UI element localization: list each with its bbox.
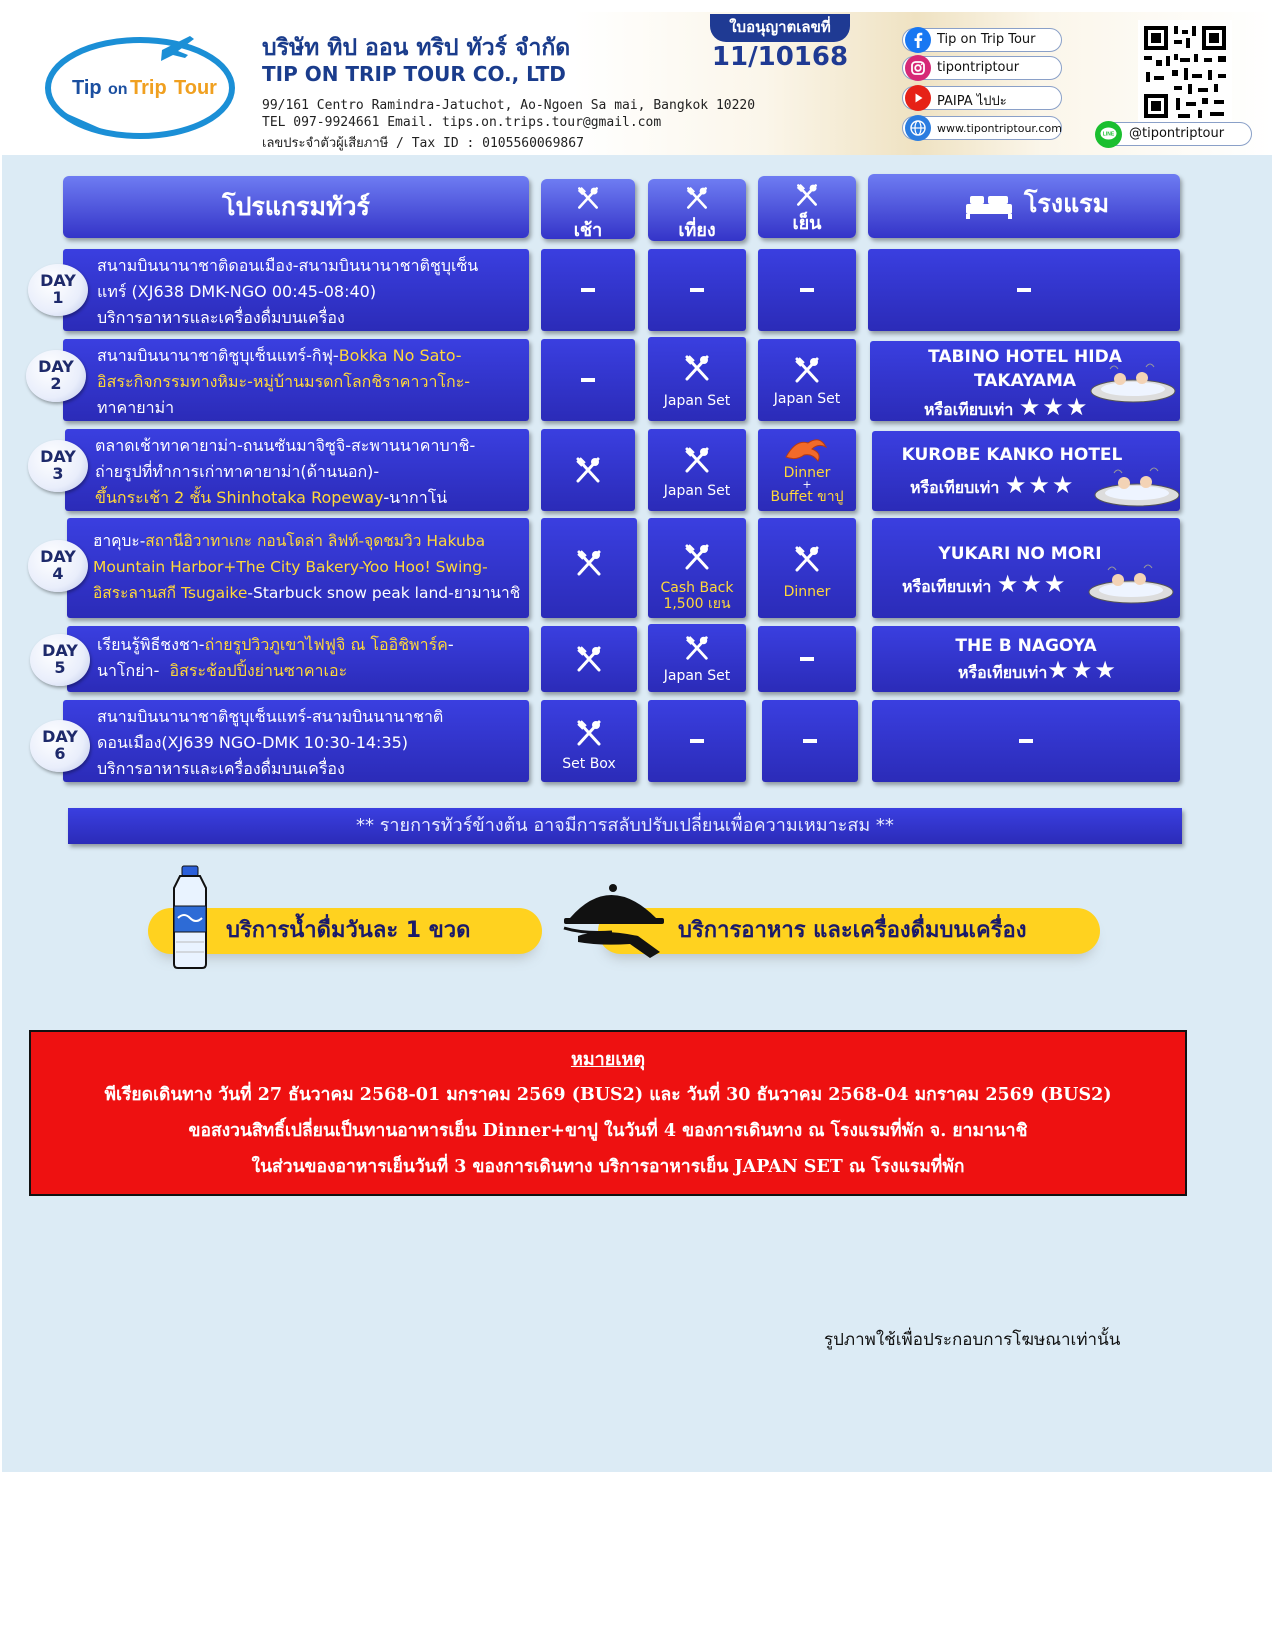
- meal-label: 1,500 เยน: [663, 596, 731, 612]
- crab-leg-icon: [782, 433, 830, 463]
- company-tax-id: เลขประจำตัวผู้เสียภาษี / Tax ID : 0105560069867: [262, 136, 584, 151]
- program-text: ทาคายาม่า: [97, 398, 175, 417]
- day2-lunch: [648, 337, 746, 421]
- hotel-name: THE B NAGOYA: [955, 636, 1097, 656]
- day-label: DAY: [40, 271, 76, 290]
- company-contact: TEL 097-9924661 Email. tips.on.trips.tour@gmail.com: [262, 115, 662, 130]
- youtube-icon: [905, 85, 931, 111]
- program-line: [97, 253, 529, 279]
- day4-badge: [28, 540, 88, 592]
- remark-title: หมายเหตุ: [570, 1049, 646, 1070]
- day2-badge: [26, 350, 86, 402]
- onsen-illustration: [1090, 363, 1176, 403]
- utensils-icon: [794, 182, 820, 208]
- day2-breakfast: [541, 339, 635, 421]
- day4-program-text: [67, 518, 529, 606]
- day-number: 6: [54, 744, 66, 763]
- program-line: [97, 632, 529, 658]
- company-name-th: บริษัท ทิป ออน ทริป ทัวร์ จำกัด: [262, 35, 571, 61]
- program-line: [95, 459, 529, 485]
- header-lunch: [648, 179, 746, 241]
- program-line: [95, 485, 529, 511]
- program-highlight: อิสระช้อปปิ้งย่านซาคาเอะ: [169, 661, 348, 680]
- program-text: บริการอาหารและเครื่องดื่มบนเครื่อง: [97, 759, 345, 778]
- day1-dinner: [758, 249, 856, 331]
- utensils-icon: [792, 544, 822, 574]
- program-text: -นากาโน่: [383, 488, 448, 507]
- day4-hotel: [872, 518, 1180, 618]
- meal-label: Japan Set: [663, 483, 731, 499]
- program-line: [93, 528, 529, 554]
- utensils-icon: [792, 355, 822, 385]
- program-text: บริการอาหารและเครื่องดื่มบนเครื่อง: [97, 308, 345, 327]
- hotel-equivalent: [958, 656, 1118, 686]
- hotel-equivalent: [924, 393, 1089, 423]
- no-meal-dash: [803, 739, 817, 743]
- program-line: [97, 305, 529, 331]
- day3-badge: [28, 440, 88, 492]
- meal-plus: +: [802, 478, 812, 491]
- program-text: แทร์ (XJ638 DMK-NGO 00:45-08:40): [97, 282, 377, 301]
- header: [2, 12, 1272, 155]
- itinerary-footnote: ** รายการทัวร์ข้างต้น อาจมีการสลับปรับเปลี่ยนเพื่อความเหมาะสม **: [68, 808, 1182, 844]
- program-text: ถ่ายรูปที่ทำการเก่าทาคายาม่า(ด้านนอก)-: [95, 462, 380, 481]
- line-badge-text: LINE: [1102, 131, 1115, 138]
- utensils-icon: [682, 353, 712, 383]
- day1-breakfast: [541, 249, 635, 331]
- program-text: สนามบินนานาชาติชูบุเซ็นแทร์-กิฟุ-: [97, 346, 339, 365]
- star-rating: ★★★: [1018, 393, 1090, 421]
- hotel-name: YUKARI NO MORI: [938, 544, 1102, 564]
- header-program: [63, 176, 529, 238]
- utensils-icon: [573, 455, 603, 485]
- day-number: 3: [52, 464, 64, 483]
- water-service-pill: บริการน้ำดื่มวันละ 1 ขวด: [148, 908, 542, 954]
- meal-label: Japan Set: [663, 668, 731, 684]
- header-lunch-label: เที่ยง: [678, 220, 716, 241]
- header-program-label: โปรแกรมทัวร์: [222, 192, 370, 221]
- day6-dinner: [762, 700, 858, 782]
- onsen-illustration: [1094, 467, 1180, 507]
- day2-program: [63, 339, 529, 421]
- no-meal-dash: [690, 739, 704, 743]
- day1-program: [63, 249, 529, 331]
- license-label: ใบอนุญาตเลขที่: [710, 14, 850, 42]
- day6-breakfast: [541, 700, 637, 782]
- day6-lunch: [648, 700, 746, 782]
- program-line: [97, 756, 529, 782]
- logo-text-trip: Trip: [130, 77, 167, 99]
- day3-hotel: [872, 431, 1180, 511]
- meal-label: Japan Set: [773, 391, 841, 407]
- program-line: [97, 279, 529, 305]
- day-label: DAY: [38, 357, 74, 376]
- meal-service-pill: บริการอาหาร และเครื่องดื่มบนเครื่อง: [598, 908, 1100, 954]
- star-rating: ★★★: [996, 570, 1068, 598]
- hotel-name: TABINO HOTEL HIDA: [928, 347, 1122, 367]
- serving-cloche-icon: [560, 878, 670, 960]
- hotel-equivalent-label: หรือเทียบเท่า: [958, 663, 1048, 682]
- day2-program-text: [63, 339, 529, 421]
- bed-icon: [964, 190, 1014, 220]
- program-highlight: อิสระลานสกี Tsugaike: [93, 584, 248, 602]
- meal-label: Set Box: [562, 756, 616, 772]
- header-hotel-label: โรงแรม: [1024, 189, 1110, 218]
- company-address: 99/161 Centro Ramindra-Jatuchot, Ao-Ngoen Sa mai, Bangkok 10220: [262, 98, 756, 113]
- program-line: [95, 433, 529, 459]
- day3-lunch: [648, 429, 746, 511]
- instagram-icon: [905, 55, 931, 81]
- day6-badge: [30, 720, 90, 772]
- social-youtube[interactable]: [902, 86, 1062, 110]
- line-icon: [1095, 121, 1122, 148]
- no-meal-dash: [581, 378, 595, 382]
- day-label: DAY: [40, 447, 76, 466]
- facebook-handle: Tip on Trip Tour: [937, 32, 1036, 47]
- day3-program: [65, 429, 529, 511]
- logo-text-on: on: [108, 81, 128, 98]
- hotel-name: KUROBE KANKO HOTEL: [901, 445, 1123, 465]
- program-highlight: ถ่ายรูปวิวภูเขาไฟฟูจิ ณ โออิชิพาร์ค: [204, 635, 448, 654]
- day5-breakfast: [541, 626, 637, 692]
- day6-program: [63, 700, 529, 782]
- day5-badge: [30, 634, 90, 686]
- program-text: -: [447, 635, 454, 654]
- youtube-handle: PAIPA ไปปะ: [937, 94, 1007, 109]
- utensils-icon: [682, 542, 712, 572]
- website-url: www.tipontriptour.com: [937, 122, 1062, 135]
- page-background: [2, 12, 1272, 1472]
- program-text: ดอนเมือง(XJ639 NGO-DMK 10:30-14:35): [97, 733, 409, 752]
- day-number: 1: [52, 288, 64, 307]
- program-text: ตลาดเช้าทาคายาม่า-ถนนซันมาจิซูจิ-สะพานนาคาบาชิ-: [95, 436, 476, 455]
- day5-hotel: [872, 626, 1180, 692]
- star-rating: ★★★: [1047, 656, 1118, 684]
- facebook-icon: [905, 27, 931, 53]
- day3-breakfast: [541, 429, 635, 511]
- remark-line-1: พีเรียดเดินทาง วันที่ 27 ธันวาคม 2568-01 มกราคม 2569 (BUS2) และ วันที่ 30 ธันวาคม 2568-04 มกราคม 2569 (BUS2): [104, 1085, 1112, 1105]
- meal-label: Dinner: [783, 465, 831, 481]
- star-rating: ★★★: [1004, 471, 1076, 499]
- license-number: 11/10168: [711, 42, 849, 72]
- program-line: [97, 343, 529, 369]
- utensils-icon: [683, 634, 711, 662]
- day3-dinner: [758, 429, 856, 511]
- meal-label: Japan Set: [663, 393, 731, 409]
- program-highlight: Bokka No Sato-: [338, 346, 462, 365]
- program-line: [97, 658, 529, 684]
- day-number: 2: [50, 374, 62, 393]
- day5-program: [67, 626, 529, 692]
- no-meal-dash: [690, 288, 704, 292]
- program-highlight: อิสระกิจกรรมทางหิมะ-หมู่บ้านมรดกโลกชิราคาวาโกะ-: [97, 372, 471, 391]
- day1-hotel: [868, 249, 1180, 331]
- day1-program-text: [63, 249, 529, 331]
- no-meal-dash: [800, 288, 814, 292]
- header-breakfast-label: เช้า: [573, 220, 603, 241]
- remark-line-3: ในส่วนของอาหารเย็นวันที่ 3 ของการเดินทาง บริการอาหารเย็น JAPAN SET ณ โรงแรมที่พัก: [251, 1157, 965, 1177]
- header-hotel: [868, 174, 1180, 238]
- utensils-icon: [684, 185, 710, 211]
- globe-icon: [905, 115, 931, 141]
- utensils-icon: [574, 548, 604, 578]
- image-disclaimer: รูปภาพใช้เพื่อประกอบการโฆษณาเท่านั้น: [824, 1330, 1121, 1350]
- day5-lunch: [648, 624, 746, 692]
- program-line: [97, 369, 529, 395]
- day-label: DAY: [40, 547, 76, 566]
- program-text: ฮาคุบะ-: [93, 532, 146, 550]
- meal-label: Buffet ขาปู: [770, 489, 844, 505]
- logo-text-tip: Tip: [72, 77, 102, 99]
- social-facebook[interactable]: [902, 28, 1062, 52]
- company-logo: [44, 30, 240, 142]
- day5-dinner: [758, 626, 856, 692]
- day-label: DAY: [42, 727, 78, 746]
- qr-code[interactable]: [1138, 20, 1232, 124]
- program-text: เรียนรู้พิธีชงชา-: [97, 635, 205, 654]
- program-line: [97, 704, 529, 730]
- hotel-equivalent: [902, 570, 1067, 600]
- remark-line-2: ขอสงวนสิทธิ์เปลี่ยนเป็นทานอาหารเย็น Dinner+ขาปู ในวันที่ 4 ของการเดินทาง ณ โรงแรมที่พัก จ. ยามานาชิ: [188, 1121, 1028, 1141]
- program-highlight: Mountain Harbor+The City Bakery-Yoo Hoo! Swing-: [93, 558, 488, 576]
- program-text: สนามบินนานาชาติชูบุเซ็นแทร์-สนามบินนานาชาติ: [97, 707, 444, 726]
- remark-box: [29, 1030, 1187, 1196]
- day-label: DAY: [42, 641, 78, 660]
- utensils-icon: [574, 644, 604, 674]
- hotel-equivalent-label: หรือเทียบเท่า: [902, 577, 992, 596]
- hotel-name-line2: TAKAYAMA: [973, 371, 1077, 391]
- social-line[interactable]: [1096, 122, 1252, 146]
- program-highlight: ขึ้นกระเช้า 2 ชั้น Shinhotaka Ropeway: [95, 488, 384, 507]
- day6-hotel: [872, 700, 1180, 782]
- meal-label: Cash Back: [660, 580, 734, 596]
- program-text: -Starbuck snow peak land-ยามานาชิ: [247, 584, 521, 602]
- social-website[interactable]: [902, 116, 1062, 140]
- program-line: [93, 580, 529, 606]
- day5-program-text: [67, 626, 529, 684]
- program-line: [97, 730, 529, 756]
- day3-program-text: [65, 429, 529, 511]
- onsen-illustration: [1088, 564, 1174, 604]
- day-number: 4: [52, 564, 64, 583]
- no-hotel-dash: [1019, 739, 1033, 743]
- hotel-equivalent: [910, 471, 1075, 501]
- day2-dinner: [758, 339, 856, 421]
- day6-program-text: [63, 700, 529, 782]
- day4-breakfast: [541, 518, 637, 618]
- no-meal-dash: [800, 657, 814, 661]
- hotel-equivalent-label: หรือเทียบเท่า: [910, 478, 1000, 497]
- program-line: [93, 554, 529, 580]
- program-highlight: สถานีอิวาทาเกะ กอนโดล่า ลิฟท์-จุดชมวิว Hakuba: [145, 532, 486, 550]
- day4-dinner: [758, 518, 856, 618]
- day1-badge: [28, 264, 88, 316]
- social-instagram[interactable]: [902, 56, 1062, 80]
- no-hotel-dash: [1017, 288, 1031, 292]
- water-bottle-icon: [162, 864, 218, 970]
- program-text: นาโกย่า-: [97, 661, 170, 680]
- utensils-icon: [682, 445, 712, 475]
- day-number: 5: [54, 658, 66, 677]
- company-name-en: TIP ON TRIP TOUR CO., LTD: [262, 62, 566, 86]
- day1-lunch: [648, 249, 746, 331]
- utensils-icon: [574, 718, 604, 748]
- logo-text-tour: Tour: [174, 77, 217, 99]
- hotel-equivalent-label: หรือเทียบเท่า: [924, 400, 1014, 419]
- day4-lunch: [648, 518, 746, 618]
- day4-program: [67, 518, 529, 618]
- no-meal-dash: [581, 288, 595, 292]
- instagram-handle: tipontriptour: [937, 60, 1020, 75]
- header-dinner: [758, 176, 856, 238]
- line-handle: @tipontriptour: [1129, 126, 1225, 141]
- program-text: สนามบินนานาชาติดอนเมือง-สนามบินนานาชาติชูบุเซ็น: [97, 256, 479, 275]
- header-breakfast: [541, 179, 635, 239]
- program-line: [97, 395, 529, 421]
- meal-label: Dinner: [783, 584, 831, 600]
- day2-hotel: [870, 341, 1180, 421]
- utensils-icon: [575, 185, 601, 211]
- header-dinner-label: เย็น: [792, 213, 822, 234]
